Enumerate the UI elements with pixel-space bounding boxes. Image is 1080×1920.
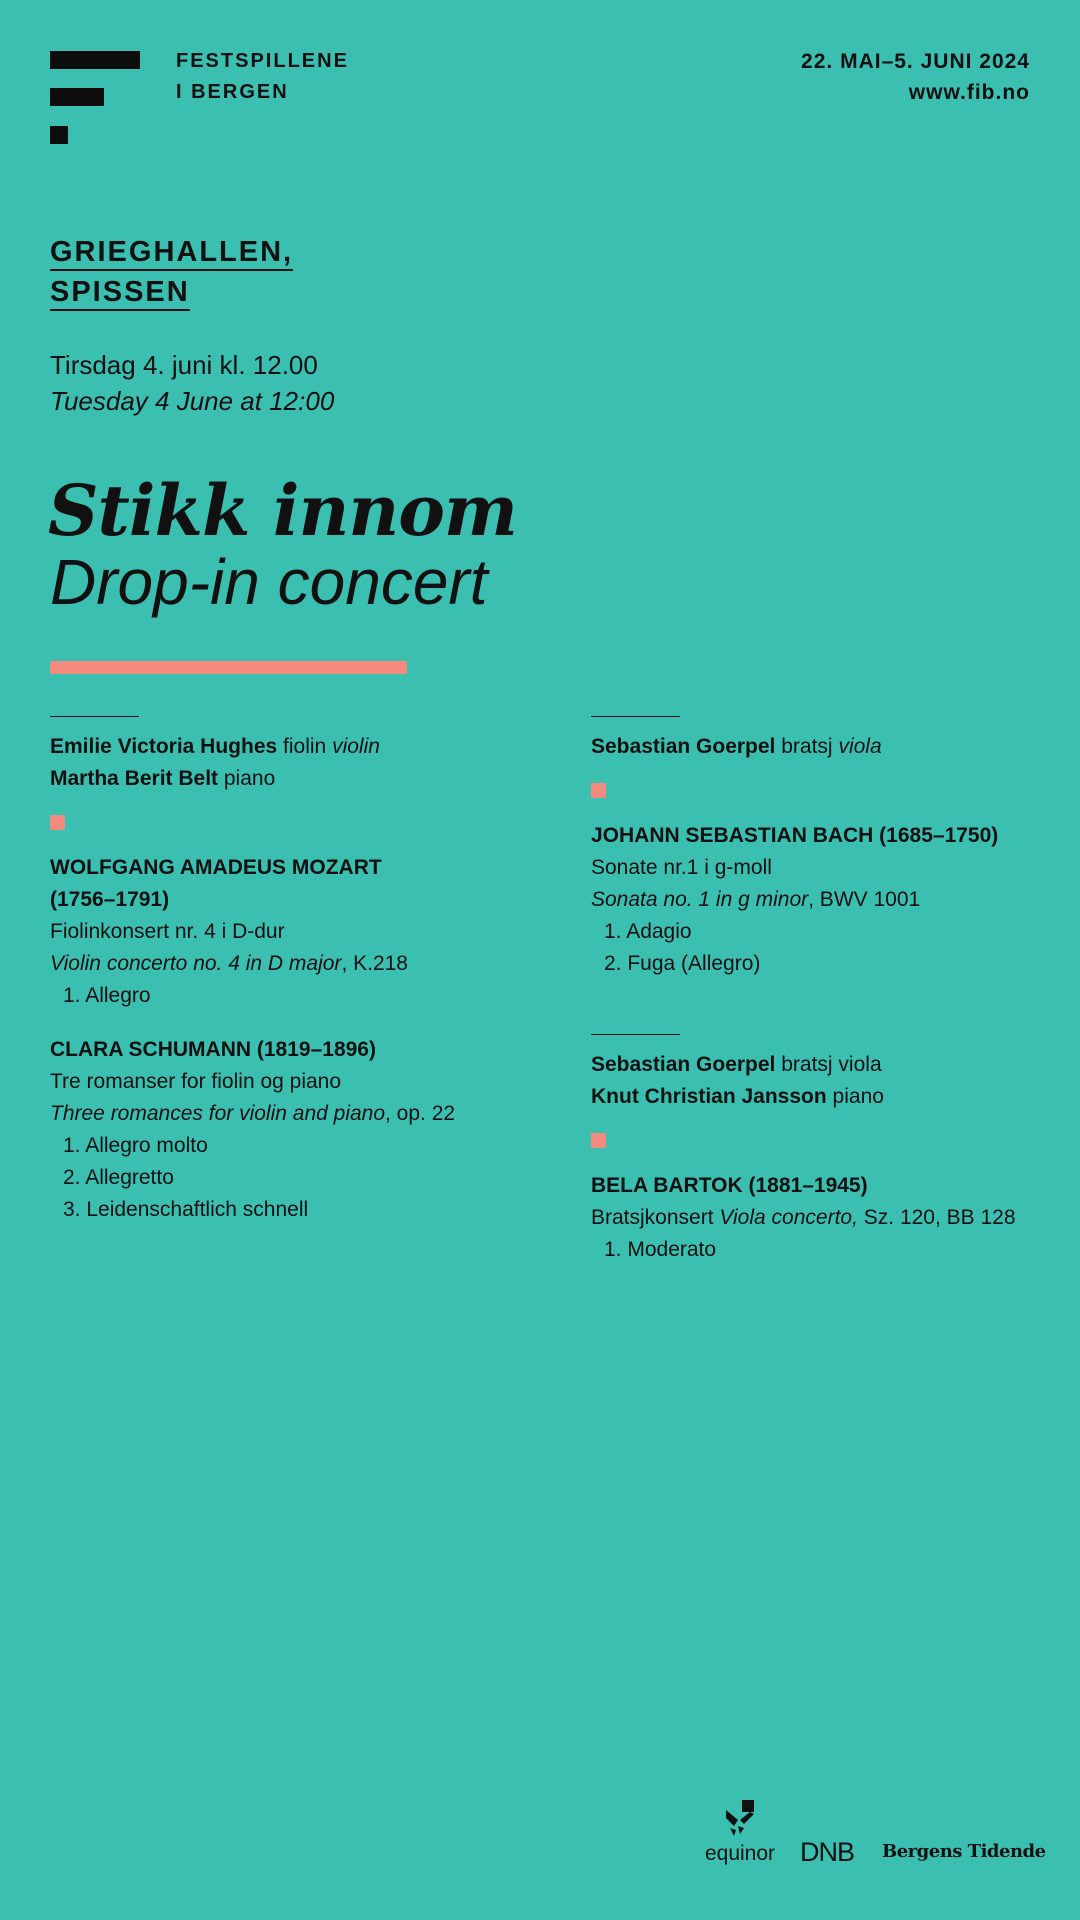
performer <box>50 731 520 763</box>
equinor-wordmark: equinor <box>704 1842 776 1865</box>
catalog-number: , op. 22 <box>385 1102 456 1125</box>
section-rule <box>591 1034 680 1035</box>
sponsor-equinor <box>704 1798 776 1866</box>
organizer-line-1: FESTSPILLENE <box>176 50 349 72</box>
composer-years: (1756–1791) <box>50 888 170 911</box>
work-title-norwegian: Sonate nr.1 i g-moll <box>591 856 772 879</box>
work-title-english: Sonata no. 1 in g minor, BWV 1001 <box>591 888 921 911</box>
organizer-line-2: I BERGEN <box>176 81 289 103</box>
composer-name: BELA BARTOK (1881–1945) <box>591 1174 868 1197</box>
venue-line-1: GRIEGHALLEN, <box>50 236 293 271</box>
performer-name: Emilie Victoria Hughes <box>50 735 278 758</box>
movement: 1. Moderato <box>604 1238 717 1261</box>
work-title-norwegian: Tre romanser for fiolin og piano <box>50 1070 342 1093</box>
performer-instrument: bratsj <box>781 735 833 758</box>
performer-instrument-en: violin <box>332 735 380 758</box>
work-mozart <box>50 852 520 1012</box>
accent-square <box>591 1133 606 1148</box>
program-left-column <box>50 716 520 1226</box>
performer-instrument-en: viola <box>838 735 882 758</box>
work-title-norwegian: Fiolinkonsert nr. 4 i D-dur <box>50 920 285 943</box>
section-rule <box>591 716 680 717</box>
movement: 3. Leidenschaftlich schnell <box>63 1198 309 1221</box>
equinor-star-icon <box>720 1798 760 1840</box>
work-title-english: Viola concerto, <box>719 1206 858 1229</box>
composer-name: WOLFGANG AMADEUS MOZART <box>50 856 382 879</box>
performer-instrument: piano <box>223 767 276 790</box>
section-rule <box>50 716 139 717</box>
movement: 2. Fuga (Allegro) <box>604 952 761 975</box>
movement: 1. Allegro <box>63 984 151 1007</box>
event-title-english: Drop-in concert <box>50 546 488 618</box>
venue-line-2: SPISSEN <box>50 276 190 311</box>
event-title-norwegian: Stikk innom <box>48 469 517 552</box>
movement: 1. Adagio <box>604 920 692 943</box>
catalog-number: Sz. 120, BB 128 <box>863 1206 1016 1229</box>
performer-name: Sebastian Goerpel <box>591 735 776 758</box>
website-link[interactable]: www.fib.no <box>908 81 1030 104</box>
venue <box>50 232 293 312</box>
festival-info <box>801 46 1030 108</box>
performer <box>591 1081 1061 1113</box>
event-time-english: Tuesday 4 June at 12:00 <box>50 386 335 416</box>
movement: 2. Allegretto <box>63 1166 174 1189</box>
organizer-name <box>176 46 349 108</box>
event-time-norwegian: Tirsdag 4. juni kl. 12.00 <box>50 350 318 380</box>
performer <box>591 731 1061 763</box>
accent-square <box>591 783 606 798</box>
performer-name: Martha Berit Belt <box>50 767 219 790</box>
festival-dates: 22. MAI–5. JUNI 2024 <box>801 50 1030 73</box>
work-bartok <box>591 1170 1061 1266</box>
work-title-norwegian: Bratsjkonsert <box>591 1206 714 1229</box>
performer-instrument: fiolin <box>283 735 327 758</box>
work-title-english: Violin concerto no. 4 in D major, K.218 <box>50 952 408 975</box>
performer <box>50 763 520 795</box>
sponsor-bergens-tidende: Bergens Tidende <box>882 1841 1046 1862</box>
performer-instrument: bratsj viola <box>781 1053 882 1076</box>
accent-divider <box>50 661 407 674</box>
sponsor-dnb: DNB <box>800 1837 855 1867</box>
performer <box>591 1049 1061 1081</box>
work-bach <box>591 820 1061 980</box>
program-right-column <box>591 716 1061 1266</box>
composer-name: JOHANN SEBASTIAN BACH (1685–1750) <box>591 824 999 847</box>
performer-instrument: piano <box>832 1085 884 1108</box>
catalog-number: , K.218 <box>341 952 408 975</box>
accent-square <box>50 815 65 830</box>
movement: 1. Allegro molto <box>63 1134 208 1157</box>
composer-name: CLARA SCHUMANN (1819–1896) <box>50 1038 376 1061</box>
performer-name: Sebastian Goerpel <box>591 1053 776 1076</box>
catalog-number: , BWV 1001 <box>808 888 921 911</box>
work-title-english: Three romances for violin and piano, op. 22 <box>50 1102 456 1125</box>
work-schumann <box>50 1034 520 1226</box>
work-title <box>591 1202 1061 1234</box>
performer-name: Knut Christian Jansson <box>591 1085 827 1108</box>
